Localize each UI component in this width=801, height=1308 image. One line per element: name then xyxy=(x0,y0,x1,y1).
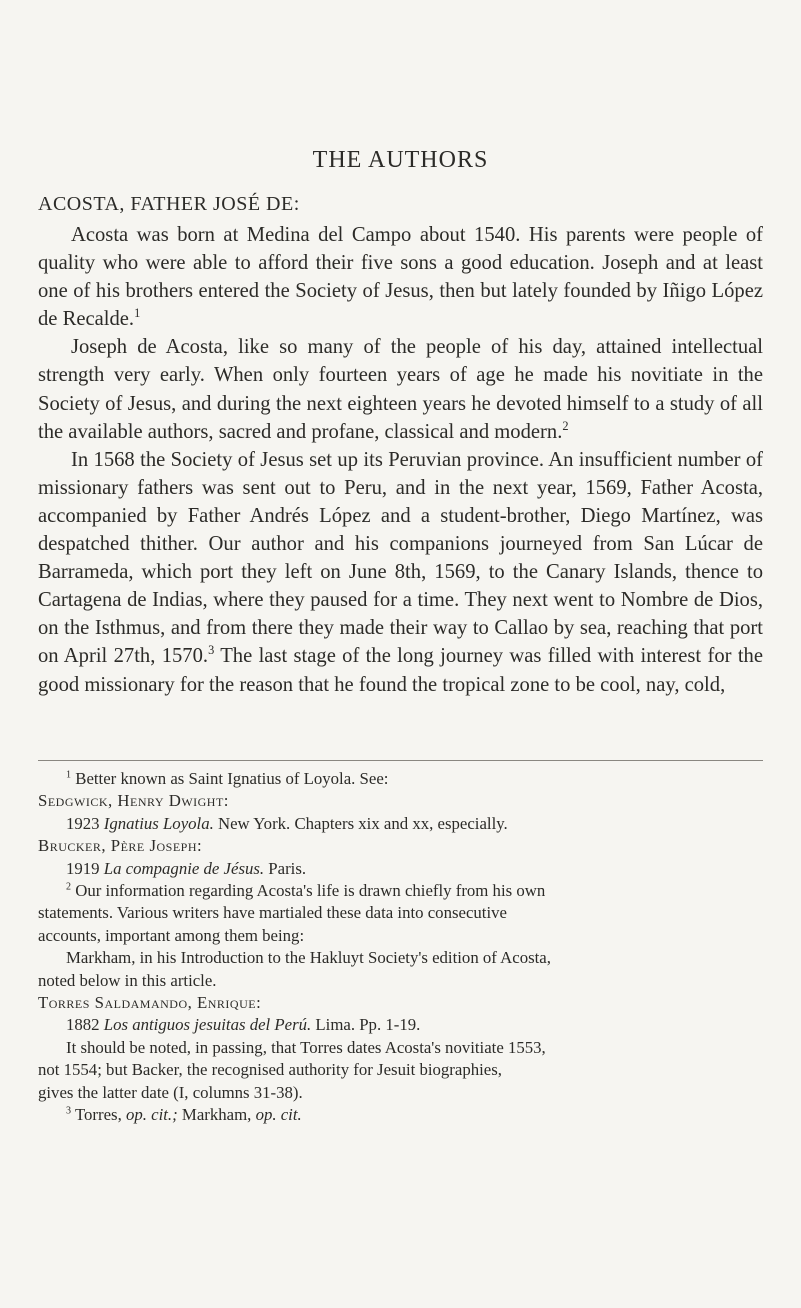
reference-rest: New York. Chapters xix and xx, especially. xyxy=(217,813,508,833)
reference-author: Brucker, Père Joseph: xyxy=(38,836,203,856)
reference-year: 1882 xyxy=(66,1015,100,1035)
paragraph-text-continued: The last stage of the long journey was filled with interest for the good missionary for the reason that he found the tropical zone to be cool, nay, cold, xyxy=(38,645,763,696)
body-text xyxy=(38,221,763,699)
footnote-ref: 2 xyxy=(562,418,569,433)
footnote-ref: 1 xyxy=(134,306,141,321)
footnote-text: accounts, important among them being: xyxy=(38,925,305,945)
footnote-2 xyxy=(38,880,763,902)
paragraph-text: Acosta was born at Medina del Campo about 1540. His parents were people of quality who were able to afford their five sons a good education. Joseph and at least one of his brothers entered the Society of Jesus, then but lately founded by Iñigo López de Recalde. xyxy=(38,224,763,331)
footnote-divider xyxy=(38,760,763,761)
footnote-mark: 3 xyxy=(66,1105,72,1117)
reference-year: 1923 xyxy=(66,813,100,833)
entry-heading: ACOSTA, FATHER JOSÉ DE: xyxy=(38,193,300,215)
paragraph-1 xyxy=(38,221,763,333)
paragraph-2 xyxy=(38,333,763,445)
footnote-text: noted below in this article. xyxy=(38,970,217,990)
reference-title: Los antiguos jesuitas del Perú. xyxy=(103,1015,312,1035)
footnote-text: Better known as Saint Ignatius of Loyola. See: xyxy=(75,769,389,788)
footnote-text: Our information regarding Acosta's life is drawn chiefly from his own xyxy=(75,881,546,901)
footnote-text: It should be noted, in passing, that Torres dates Acosta's novitiate 1553, xyxy=(66,1037,546,1057)
paragraph-3 xyxy=(38,446,763,699)
reference-author: Torres Saldamando, Enrique: xyxy=(38,993,262,1013)
footnotes xyxy=(38,768,763,1127)
footnote-mark: 1 xyxy=(66,769,72,781)
footnote-text: Markham, xyxy=(181,1105,252,1125)
reference-author: Sedgwick, Henry Dwight: xyxy=(38,791,229,811)
citation: op. cit. xyxy=(255,1105,302,1125)
reference-entry xyxy=(38,858,763,880)
footnote-text: Torres, xyxy=(74,1105,122,1125)
page-title: THE AUTHORS xyxy=(312,147,489,173)
reference-rest: Lima. Pp. 1-19. xyxy=(315,1015,421,1035)
footnote-text: not 1554; but Backer, the recognised authority for Jesuit biographies, xyxy=(38,1060,502,1080)
reference-entry xyxy=(38,813,763,835)
reference-rest: Paris. xyxy=(268,858,307,878)
footnote-ref: 3 xyxy=(208,643,215,658)
footnote-1 xyxy=(38,768,763,790)
paragraph-text: Joseph de Acosta, like so many of the people of his day, attained intellectual strength very early. When only fourteen years of age he made his novitiate in the Society of Jesus, and during the next eighteen years he devoted himself to a study of all the available authors, sacred and profane, classical and modern. xyxy=(38,336,763,443)
footnote-3 xyxy=(38,1104,763,1126)
footnote-text: Markham, in his Introduction to the Hakluyt Society's edition of Acosta, xyxy=(66,948,551,968)
reference-title: La compagnie de Jésus. xyxy=(103,858,265,878)
citation: op. cit.; xyxy=(125,1105,178,1125)
footnote-mark: 2 xyxy=(66,881,72,893)
footnote-text: statements. Various writers have martialed these data into consecutive xyxy=(38,903,507,923)
reference-entry xyxy=(38,1014,763,1036)
footnote-text: gives the latter date (I, columns 31-38). xyxy=(38,1082,303,1102)
reference-title: Ignatius Loyola. xyxy=(103,813,214,833)
paragraph-text: In 1568 the Society of Jesus set up its Peruvian province. An insufficient number of missionary fathers was sent out to Peru, and in the next year, 1569, Father Acosta, accompanied by Father Andrés López and a student-brother, Diego Martínez, was despatched thither. Our author and his companions journeyed from San Lúcar de Barrameda, which port they left on June 8th, 1569, to the Canary Islands, thence to Cartagena de Indias, where they paused for a time. They next went to Nombre de Dios, on the Isthmus, and from there they made their way to Callao by sea, reaching that port on April 27th, 1570. xyxy=(38,448,763,668)
reference-year: 1919 xyxy=(66,858,100,878)
